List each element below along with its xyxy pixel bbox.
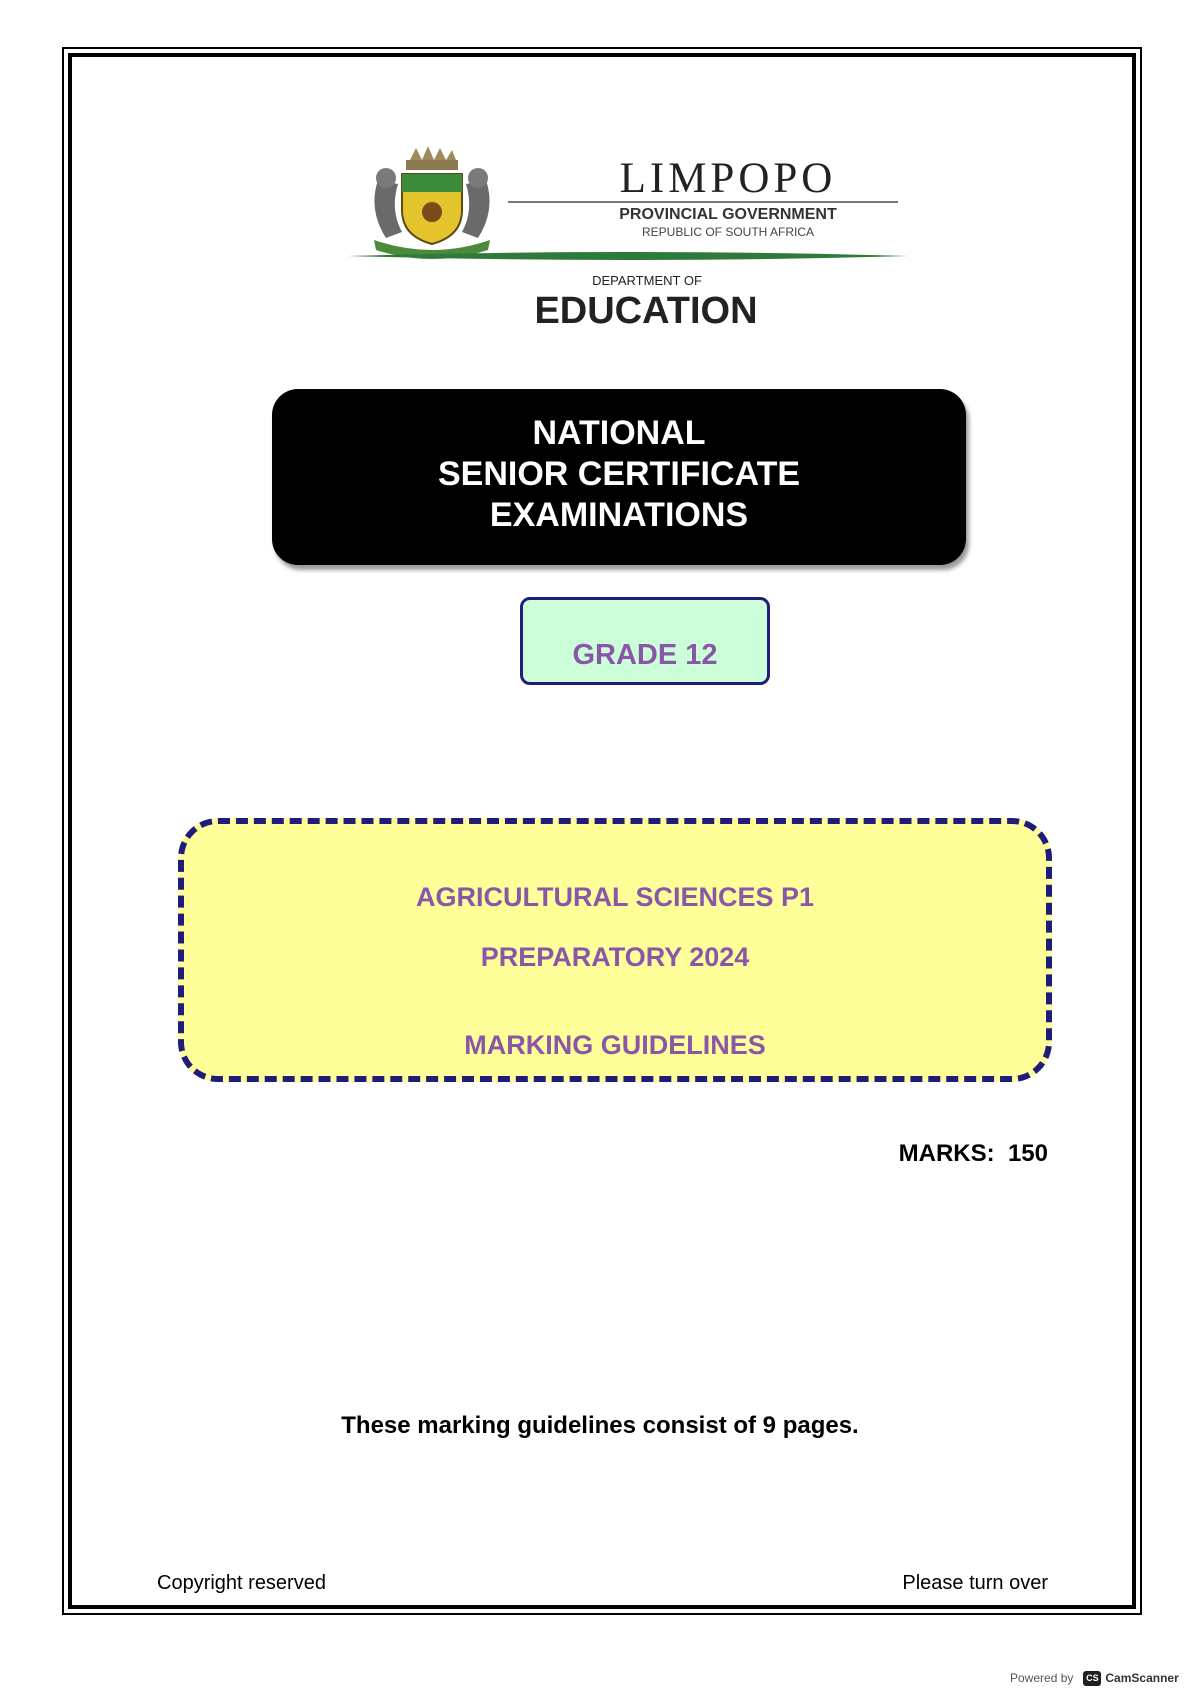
- document-type: MARKING GUIDELINES: [464, 1030, 766, 1060]
- limpopo-education-logo: [338, 140, 920, 340]
- camscanner-logo-icon: CS: [1083, 1671, 1101, 1686]
- powered-by-label: Powered by: [1010, 1671, 1074, 1685]
- exam-title-line-3: EXAMINATIONS: [489, 496, 749, 534]
- subject-title: AGRICULTURAL SCIENCES P1: [415, 882, 815, 912]
- provincial-government-label: PROVINCIAL GOVERNMENT: [619, 206, 837, 223]
- turn-over-notice: Please turn over: [902, 1572, 1048, 1594]
- exam-title-box: [272, 389, 966, 565]
- exam-title-line-2: SENIOR CERTIFICATE: [437, 455, 801, 493]
- department-of-label: DEPARTMENT OF: [592, 273, 702, 288]
- camscanner-name: CamScanner: [1105, 1671, 1179, 1685]
- grade-box: [520, 597, 770, 685]
- page-count-note: These marking guidelines consist of 9 pages.: [341, 1412, 859, 1439]
- exam-title-line-1: NATIONAL: [532, 414, 706, 452]
- department-name: EDUCATION: [534, 290, 758, 332]
- copyright-notice: Copyright reserved: [157, 1572, 326, 1594]
- scanner-watermark: [1010, 1668, 1179, 1688]
- total-marks: MARKS: 150: [898, 1140, 1048, 1167]
- province-name: LIMPOPO: [619, 155, 837, 202]
- grade-label: GRADE 12: [572, 639, 718, 671]
- republic-label: REPUBLIC OF SOUTH AFRICA: [641, 225, 815, 239]
- exam-session: PREPARATORY 2024: [480, 942, 750, 972]
- subject-box: [178, 818, 1052, 1082]
